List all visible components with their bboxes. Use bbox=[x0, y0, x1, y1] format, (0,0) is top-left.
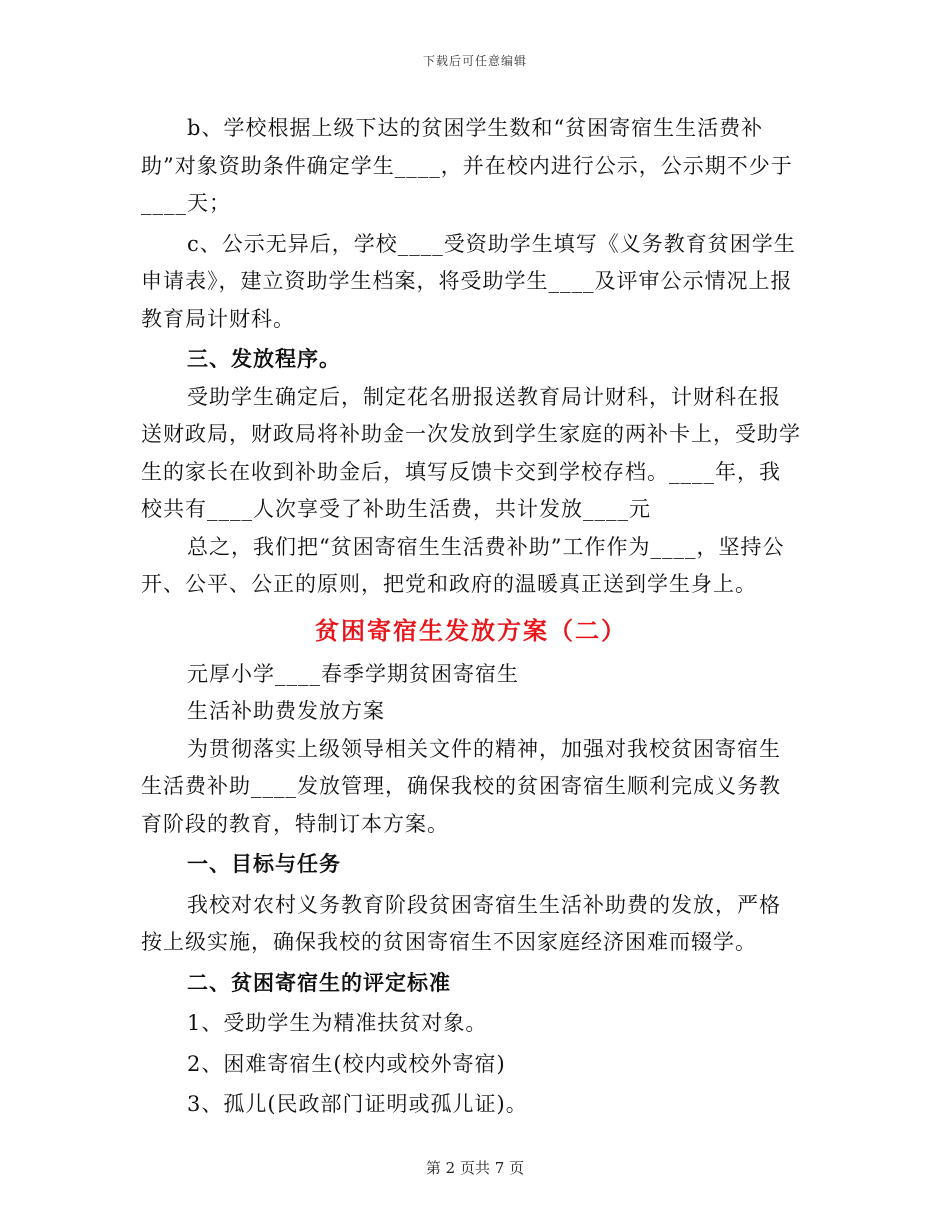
criteria-item-3: 3、孤儿(民政部门证明或孤儿证)。 bbox=[187, 1092, 528, 1116]
paragraph-distribution: 受助学生确定后，制定花名册报送教育局计财科，计财科在报送财政局，财政局将补助金一次发放到学生家庭的两补卡上，受助学生的家长在收到补助金后，填写反馈卡交到学校存档。____年，我校共有____人次享受了补助生活费，共计发放____元 bbox=[141, 384, 801, 521]
heading-criteria: 二、贫困寄宿生的评定标准 bbox=[187, 970, 451, 995]
plan-line-1: 元厚小学____春季学期贫困寄宿生 bbox=[187, 661, 519, 686]
paragraph-summary: 总之，我们把“贫困寄宿生生活费补助”工作作为____，坚持公开、公平、公正的原则，把党和政府的温暖真正送到学生身上。 bbox=[141, 534, 785, 596]
paragraph-c: c、公示无异后，学校____受资助学生填写《义务教育贫困学生申请表》，建立资助学生档案，将受助学生____及评审公示情况上报教育局计财科。 bbox=[141, 231, 796, 331]
heading-goals: 一、目标与任务 bbox=[187, 852, 341, 876]
paragraph-b: b、学校根据上级下达的贫困学生数和“贫困寄宿生生活费补助”对象资助条件确定学生____，并在校内进行公示，公示期不少于____天； bbox=[141, 116, 793, 215]
plan-line-2: 生活补助费发放方案 bbox=[187, 699, 385, 723]
criteria-item-1: 1、受助学生为精准扶贫对象。 bbox=[187, 1011, 488, 1035]
criteria-item-2: 2、困难寄宿生(校内或校外寄宿) bbox=[187, 1051, 506, 1076]
document-body bbox=[141, 110, 801, 1124]
section-title: 贫困寄宿生发放方案（二） bbox=[315, 616, 627, 645]
page-footer: 第 2 页共 7 页 bbox=[425, 1159, 525, 1177]
paragraph-intro: 为贯彻落实上级领导相关文件的精神，加强对我校贫困寄宿生生活费补助____发放管理，确保我校的贫困寄宿生顺利完成义务教育阶段的教育，特制订本方案。 bbox=[141, 736, 781, 836]
paragraph-goals: 我校对农村义务教育阶段贫困寄宿生生活补助费的发放，严格按上级实施，确保我校的贫困寄宿生不因家庭经济困难而辍学。 bbox=[141, 892, 781, 954]
heading-distribution-procedure: 三、发放程序。 bbox=[187, 347, 341, 371]
page-header: 下载后可任意编辑 bbox=[422, 54, 527, 68]
